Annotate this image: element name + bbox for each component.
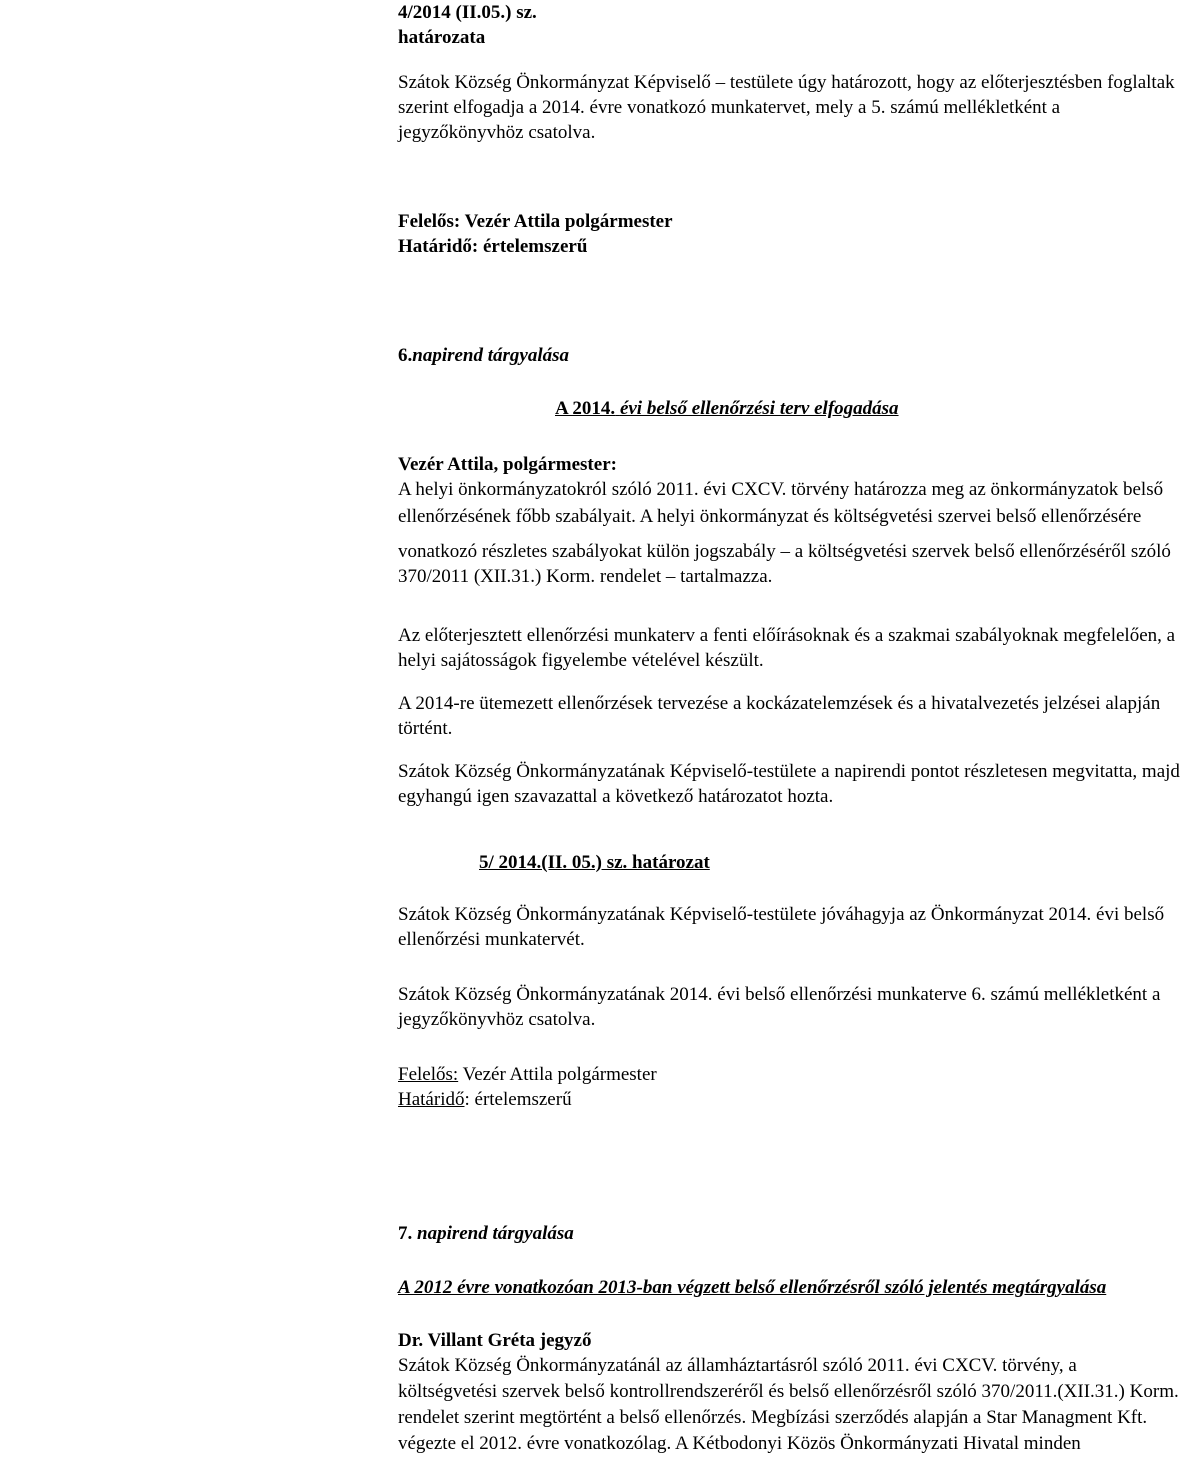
res-para2-line-1: Szátok Község Önkormányzatának 2014. évi belső ellenőrzési munkaterve 6. számú mellékletként a bbox=[398, 984, 1161, 1005]
para4-line-2: egyhangú igen szavazattal a következő határozatot hozta. bbox=[398, 786, 834, 807]
deadline-line: Határidő: értelemszerű bbox=[398, 236, 588, 257]
agenda7-para-line-1: Szátok Község Önkormányzatánál az államháztartásról szóló 2011. évi CXCV. törvény, a bbox=[398, 1355, 1077, 1376]
resolution-number: 4/2014 (II.05.) sz. bbox=[398, 2, 537, 23]
agenda6-heading bbox=[398, 345, 569, 367]
res-para1-line-1: Szátok Község Önkormányzatának Képviselő-testülete jóváhagyja az Önkormányzat 2014. évi belső bbox=[398, 904, 1165, 925]
responsible-label: Felelős: bbox=[398, 1064, 459, 1085]
para1-line-4: 370/2011 (XII.31.) Korm. rendelet – tartalmazza. bbox=[398, 566, 773, 587]
res-para2-line-2: jegyzőkönyvhöz csatolva. bbox=[398, 1009, 596, 1030]
para1-line-3: vonatkozó részletes szabályokat külön jogszabály – a költségvetési szervek belső ellenőrzéséről szóló bbox=[398, 541, 1171, 562]
agenda7-para-line-2: költségvetési szervek belső kontrollrendszeréről és belső ellenőrzésről szóló 370/2011.(XII.31.) Korm. bbox=[398, 1381, 1179, 1402]
para3-line-2: történt. bbox=[398, 718, 453, 739]
agenda7-heading bbox=[398, 1223, 574, 1245]
agenda7-number: 7. bbox=[398, 1223, 413, 1244]
para3-line-1: A 2014-re ütemezett ellenőrzések tervezése a kockázatelemzések és a hivatalvezetés jelzései alapján bbox=[398, 693, 1161, 714]
deadline-label: Határidő bbox=[398, 1089, 465, 1110]
block1-line-1: Szátok Község Önkormányzat Képviselő – testülete úgy határozott, hogy az előterjesztésben foglaltak bbox=[398, 72, 1175, 93]
agenda7-speaker: Dr. Villant Gréta jegyző bbox=[398, 1330, 592, 1351]
para2-line-2: helyi sajátosságok figyelembe vételével készült. bbox=[398, 650, 764, 671]
responsible-line: Felelős: Vezér Attila polgármester bbox=[398, 211, 673, 232]
resolution-word: határozata bbox=[398, 27, 486, 48]
res-para1-line-2: ellenőrzési munkatervét. bbox=[398, 929, 585, 950]
agenda6-heading-text: napirend tárgyalása bbox=[412, 345, 570, 366]
para1-line-2: ellenőrzésének főbb szabályait. A helyi önkormányzat és költségvetési szervei belső ellenőrzésére bbox=[398, 506, 1142, 527]
agenda6-speaker: Vezér Attila, polgármester: bbox=[398, 454, 617, 475]
agenda6-number: 6. bbox=[398, 345, 413, 366]
resolution-title: 5/ 2014.(II. 05.) sz. határozat bbox=[479, 852, 710, 873]
agenda7-heading-text: napirend tárgyalása bbox=[412, 1223, 574, 1244]
agenda6-responsible bbox=[398, 1064, 657, 1086]
agenda7-para-line-3: rendelet szerint megtörtént a belső ellenőrzés. Megbízási szerződés alapján a Star Managment Kft. bbox=[398, 1407, 1148, 1428]
para4-line-1: Szátok Község Önkormányzatának Képviselő-testülete a napirendi pontot részletesen megvitatta, majd bbox=[398, 761, 1180, 782]
agenda7-title: A 2012 évre vonatkozóan 2013-ban végzett belső ellenőrzésről szóló jelentés megtárgyalása bbox=[398, 1277, 1107, 1298]
deadline-value: : értelemszerű bbox=[464, 1089, 572, 1110]
agenda6-title-rest: évi belső ellenőrzési terv elfogadása bbox=[619, 398, 899, 419]
agenda6-deadline bbox=[398, 1089, 572, 1111]
block1-line-3: jegyzőkönyvhöz csatolva. bbox=[398, 122, 596, 143]
para1-line-1: A helyi önkormányzatokról szóló 2011. évi CXCV. törvény határozza meg az önkormányzatok belső bbox=[398, 479, 1164, 500]
agenda7-para-line-4: végezte el 2012. évre vonatkozólag. A Kétbodonyi Közös Önkormányzati Hivatal minden bbox=[398, 1433, 1081, 1454]
agenda6-title-prefix: A 2014. bbox=[555, 398, 616, 419]
agenda6-title bbox=[555, 398, 899, 420]
responsible-value: Vezér Attila polgármester bbox=[458, 1064, 657, 1085]
para2-line-1: Az előterjesztett ellenőrzési munkaterv a fenti előírásoknak és a szakmai szabályoknak megfelelően, a bbox=[398, 625, 1176, 646]
block1-line-2: szerint elfogadja a 2014. évre vonatkozó munkatervet, mely a 5. számú mellékletként a bbox=[398, 97, 1061, 118]
